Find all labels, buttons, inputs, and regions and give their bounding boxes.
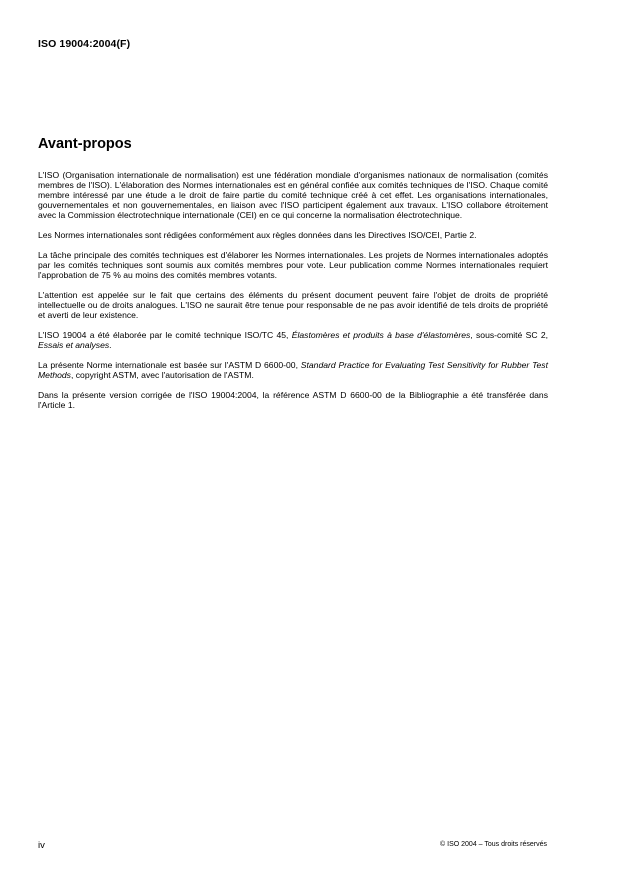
committee-title: Élastomères et produits à base d'élastomères — [291, 330, 471, 340]
section-title: Avant-propos — [38, 136, 132, 152]
copyright-notice: © ISO 2004 – Tous droits réservés — [440, 841, 547, 848]
paragraph-corrected-version: Dans la présente version corrigée de l'ISO 19004:2004, la référence ASTM D 6600-00 de la Bibliographie a été transférée dans l'Article 1. — [38, 390, 548, 410]
committee-text-1: L'ISO 19004 a été élaborée par le comité technique ISO/TC 45, — [38, 330, 292, 340]
paragraph-iso-organisation: L'ISO (Organisation internationale de normalisation) est une fédération mondiale d'organismes nationaux de normalisation (comités membres de l'ISO). L'élaboration des Normes internationales est en général confiée aux comités techniques de l'ISO. Chaque comité membre intéressé par une étude a le droit de faire partie du comité technique créé à cet effet. Les organisations internationales, gouvernementales et non gouvernementales, en liaison avec l'ISO participent également aux travaux. L'ISO collabore étroitement avec la Commission électrotechnique internationale (CEI) en ce qui concerne la normalisation électrotechnique. — [38, 170, 548, 220]
foreword-body — [38, 170, 548, 420]
document-identifier: ISO 19004:2004(F) — [38, 38, 131, 50]
paragraph-directives: Les Normes internationales sont rédigées conformément aux règles données dans les Directives ISO/CEI, Partie 2. — [38, 230, 477, 240]
paragraph-technical-committees: La tâche principale des comités techniques est d'élaborer les Normes internationales. Les projets de Normes internationales adoptés par les comités techniques sont soumis aux comités membres pour vote. Leur publication comme Normes internationales requiert l'approbation de 75 % au moins des comités membres votants. — [38, 250, 548, 280]
astm-standard-title: Standard Practice for Evaluating Test Sensitivity for Rubber Test Methods — [38, 360, 548, 380]
astm-text-2: , copyright ASTM, avec l'autorisation de l'ASTM. — [70, 370, 254, 380]
page-number: iv — [38, 840, 45, 851]
committee-text-3: . — [109, 340, 112, 350]
committee-text-2: , sous-comité SC 2, — [470, 330, 548, 340]
subcommittee-title: Essais et analyses — [38, 340, 110, 350]
paragraph-committee-origin — [38, 330, 548, 350]
astm-text-1: La présente Norme internationale est basée sur l'ASTM D 6600-00, — [38, 360, 301, 370]
paragraph-astm-basis — [38, 360, 548, 380]
paragraph-patent-rights: L'attention est appelée sur le fait que certains des éléments du présent document peuvent faire l'objet de droits de propriété intellectuelle ou de droits analogues. L'ISO ne saurait être tenue pour responsable de ne pas avoir identifié de tels droits de propriété et averti de leur existence. — [38, 290, 548, 320]
